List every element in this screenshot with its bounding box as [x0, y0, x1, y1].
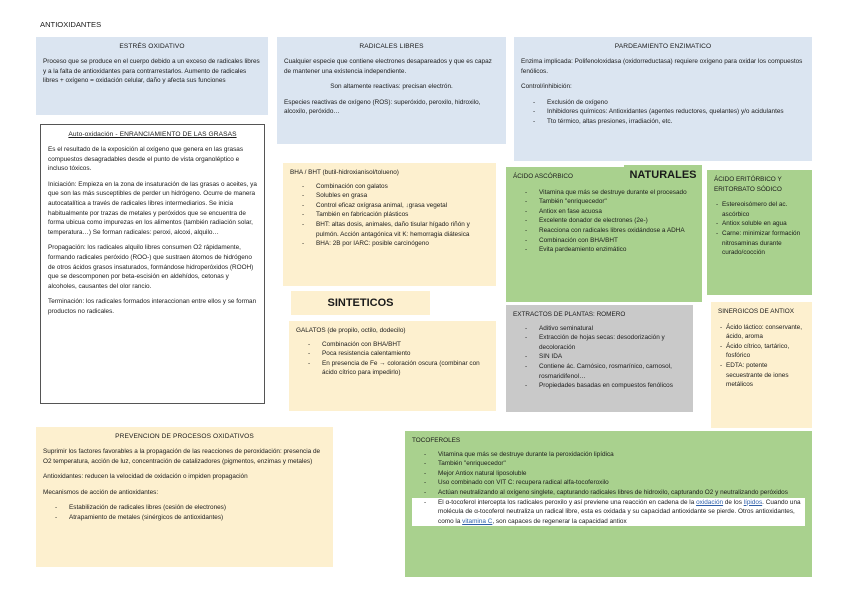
- list-item: - También en fabricación plásticos: [290, 210, 489, 220]
- list-item: - Aditivo seminatural: [513, 324, 686, 334]
- oxidacion-link[interactable]: oxidación: [696, 498, 724, 506]
- eritorbico-title: ÁCIDO ERITÓRBICO Y ERITORBATO SÓDICO: [714, 176, 782, 193]
- autoox-p4: Terminación: los radicales formados interaccionan entre ellos y se forman productos no radicales.: [48, 298, 257, 316]
- tocoferol-text-d: , son capaces de regenerar la capacidad antiox: [492, 517, 627, 525]
- list-item: - Excelente donador de electrones (2e-): [513, 216, 695, 226]
- list-item: - Estereoisómero del ac. ascórbico: [714, 200, 805, 219]
- autoox-p3: Propagación: los radicales alquilo libres consumen O2 rápidamente, formando radicales peróxido (ROO-) que sustraen átomos de hidrógeno de otros ácidos grasos insaturados, formándose hidroperóxidos (ROOH) que se descomponen por beta-escisión en aldehídos, cetonas y alcoholes, causantes del olor rancio.: [48, 244, 254, 290]
- list-item: - Antiox en fase acuosa: [513, 207, 695, 217]
- pardeamiento-p1: Enzima implicada: Polifenoloxidasa (oxidorreductasa) requiere oxígeno para oxidar los compuestos fenólicos.: [521, 57, 803, 75]
- tocoferoles-box: [405, 431, 812, 577]
- autoox-p1: Es el resultado de la exposición al oxígeno que genera en las grasas compuestos desagradables desde el punto de vista organoléptico e incluso tóxicos.: [48, 145, 244, 173]
- list-item: - Vitamina que más se destruye durante el procesado: [513, 188, 695, 198]
- prevencion-title: PREVENCION DE PROCESOS OXIDATIVOS: [115, 433, 254, 440]
- pardeamiento-box: [514, 37, 812, 161]
- list-item: - Extracción de hojas secas: desodorización y decoloración: [513, 333, 686, 352]
- list-item: - Contiene ác. Carnósico, rosmarínico, carnosol, rosmaridifenol…: [513, 362, 686, 381]
- list-item: - Poca resistencia calentamiento: [296, 349, 489, 359]
- extractos-box: [506, 305, 693, 412]
- tocoferol-text-b: de los: [723, 498, 744, 506]
- tocoferol-text-c: . Cuando una molécula de α-tocoferol neutraliza un radical libre, esta es oxidada y su capacidad antioxidante se pierde. Otros antioxidantes, como la: [438, 498, 801, 525]
- list-item: - Tto térmico, altas presiones, irradiación, etc.: [521, 117, 805, 127]
- estres-text: Proceso que se produce en el cuerpo debido a un exceso de radicales libres y a la falta de antioxidantes para contrarrestarlos. Aumento de radicales libres + oxígeno = oxidación celular, daño y afecta sus funciones: [43, 57, 260, 85]
- list-item: - Combinación con BHA/BHT: [513, 236, 695, 246]
- ascorbico-list: [513, 188, 695, 255]
- extractos-title: EXTRACTOS DE PLANTAS: ROMERO: [513, 311, 626, 318]
- prevencion-box: [36, 427, 333, 567]
- pardeamiento-title: PARDEAMIENTO ENZIMATICO: [614, 43, 712, 50]
- galatos-list: [296, 340, 489, 378]
- eritorbico-list: [714, 200, 805, 258]
- autoox-title: Auto-oxidación - ENRANCIAMIENTO DE LAS GRASAS: [68, 131, 237, 138]
- vitamina-c-link[interactable]: vitamina C: [462, 517, 493, 525]
- list-item: - BHT: altas dosis, animales, daño tisular hígado riñón y pulmón. Acción antagónica vit K: hemorragia diátesica: [290, 220, 489, 239]
- list-item: - EDTA: potente secuestrante de iones metálicos: [718, 361, 805, 390]
- list-item: - Estabilización de radicales libres (cesión de electrones): [43, 503, 326, 513]
- list-item: - Carne: minimizar formación nitrosaminas durante curado/cocción: [714, 229, 805, 258]
- galatos-box: [289, 321, 496, 411]
- extractos-list: [513, 324, 686, 391]
- list-item: - Control eficaz oxígrasa animal, ↓grasa vegetal: [290, 201, 489, 211]
- list-item: - Inhibidores químicos: Antioxidantes (agentes reductores, quelantes) y/o acidulantes: [521, 107, 805, 117]
- tocoferol-text-a: El α-tocoferol intercepta los radicales peroxilo y así previene una reacción en cadena de la: [438, 498, 697, 506]
- pardeamiento-p2: Control/inhibición:: [521, 83, 572, 91]
- list-item: - También "enriquecedor": [513, 197, 695, 207]
- list-item: [412, 498, 805, 527]
- list-item: - Actúan neutralizando al oxígeno singlete, capturando radicales libres de hidroxilo, capturando O2 y neutralizando peróxidos: [412, 488, 805, 498]
- sinteticos-title: SINTETICOS: [291, 291, 430, 315]
- list-item: - Atrapamiento de metales (sinérgicos de antioxidantes): [43, 513, 326, 523]
- bha-list: [290, 182, 489, 249]
- autoox-p2: Iniciación: Empieza en la zona de insaturación de las grasas o aceites, ya que son las más susceptibles de perder un hidrógeno. Ocurre de manera autocatalítica a través de radicales libres intermediarios. Se inicia habitualmente por trazas de metales y peróxidos que se encuentra de forma ubicua como impurezas en los alimentos (también radiación solar, temperatura…) Se forman radicales: peroxi, alcoxi, alquilo…: [48, 180, 257, 236]
- list-item: - Propiedades basadas en compuestos fenólicos: [513, 381, 686, 391]
- radicales-libres-box: [277, 37, 506, 144]
- galatos-title: GALATOS (de propilo, octilo, dodecilo): [296, 327, 406, 334]
- page-title: ANTIOXIDANTES: [40, 20, 102, 29]
- acido-eritorbico-box: [707, 170, 812, 295]
- list-item: - Mejor Antiox natural liposoluble: [412, 469, 805, 479]
- estres-oxidativo-box: [36, 37, 268, 115]
- estres-title: ESTRÉS OXIDATIVO: [119, 43, 185, 50]
- list-item: - Solubles en grasa: [290, 191, 489, 201]
- radicales-p2: Son altamente reactivas: precisan electrón.: [330, 83, 453, 91]
- prevencion-p3: Mecanismos de acción de antioxidantes:: [43, 488, 159, 496]
- list-item: - BHA: 2B por IARC: posible carcinógeno: [290, 239, 489, 249]
- list-item: - Uso combinado con VIT C: recupera radical alfa-tocoferoxilo: [412, 478, 805, 488]
- list-item: - Antiox soluble en agua: [714, 219, 805, 229]
- ascorbico-title: ÁCIDO ASCÓRBICO: [513, 173, 574, 180]
- sinergicos-list: [718, 323, 805, 390]
- radicales-p3: Especies reactivas de oxígeno (ROS): superóxido, peroxilo, hidroxilo, alcoxilo, peróxido…: [284, 98, 481, 116]
- list-item: - Evita pardeamiento enzimático: [513, 245, 695, 255]
- list-item: - Ácido cítrico, tartárico, fosfórico: [718, 342, 805, 361]
- list-item: - Ácido láctico: conservante, ácido, aroma: [718, 323, 805, 342]
- lipidos-link[interactable]: lípidos: [743, 498, 763, 506]
- sinergicos-title: SINERGICOS DE ANTIOX: [718, 308, 794, 315]
- auto-oxidacion-box: [40, 124, 265, 404]
- radicales-p1: Cualquier especie que contiene electrones desapareados y que es capaz de mantener una existencia independiente.: [284, 57, 492, 75]
- prevencion-list: [43, 503, 326, 522]
- pardeamiento-list: [521, 98, 805, 127]
- sinergicos-box: [711, 302, 812, 428]
- acido-ascorbico-box: [506, 167, 702, 302]
- list-item: - Combinación con galatos: [290, 182, 489, 192]
- list-item: - SIN IDA: [513, 352, 686, 362]
- list-item: - En presencia de Fe → coloración oscura (combinar con ácido cítrico para impedirlo): [296, 359, 489, 378]
- list-item: - También "enriquecedor": [412, 459, 805, 469]
- naturales-title: NATURALES: [624, 165, 702, 185]
- radicales-title: RADICALES LIBRES: [359, 43, 424, 50]
- prevencion-p1: Suprimir los factores favorables a la propagación de las reacciones de peroxidación: presencia de O2 temperatura, acción de luz, concentración de catalizadores (pigmentos, enzimas y metales): [43, 447, 321, 465]
- tocoferoles-title: TOCOFEROLES: [412, 437, 461, 444]
- list-item: - Combinación con BHA/BHT: [296, 340, 489, 350]
- list-item: - Vitamina que más se destruye durante la peroxidación lipídica: [412, 450, 805, 460]
- list-item: - Exclusión de oxígeno: [521, 98, 805, 108]
- list-item: - Reacciona con radicales libres oxidándose a ADHA: [513, 226, 695, 236]
- bha-bht-box: [283, 163, 496, 286]
- prevencion-p2: Antioxidantes: reducen la velocidad de oxidación o impiden propagación: [43, 473, 248, 481]
- bha-title: BHA / BHT (butil-hidroxianisol/tolueno): [290, 169, 399, 176]
- tocoferoles-list: [412, 450, 805, 527]
